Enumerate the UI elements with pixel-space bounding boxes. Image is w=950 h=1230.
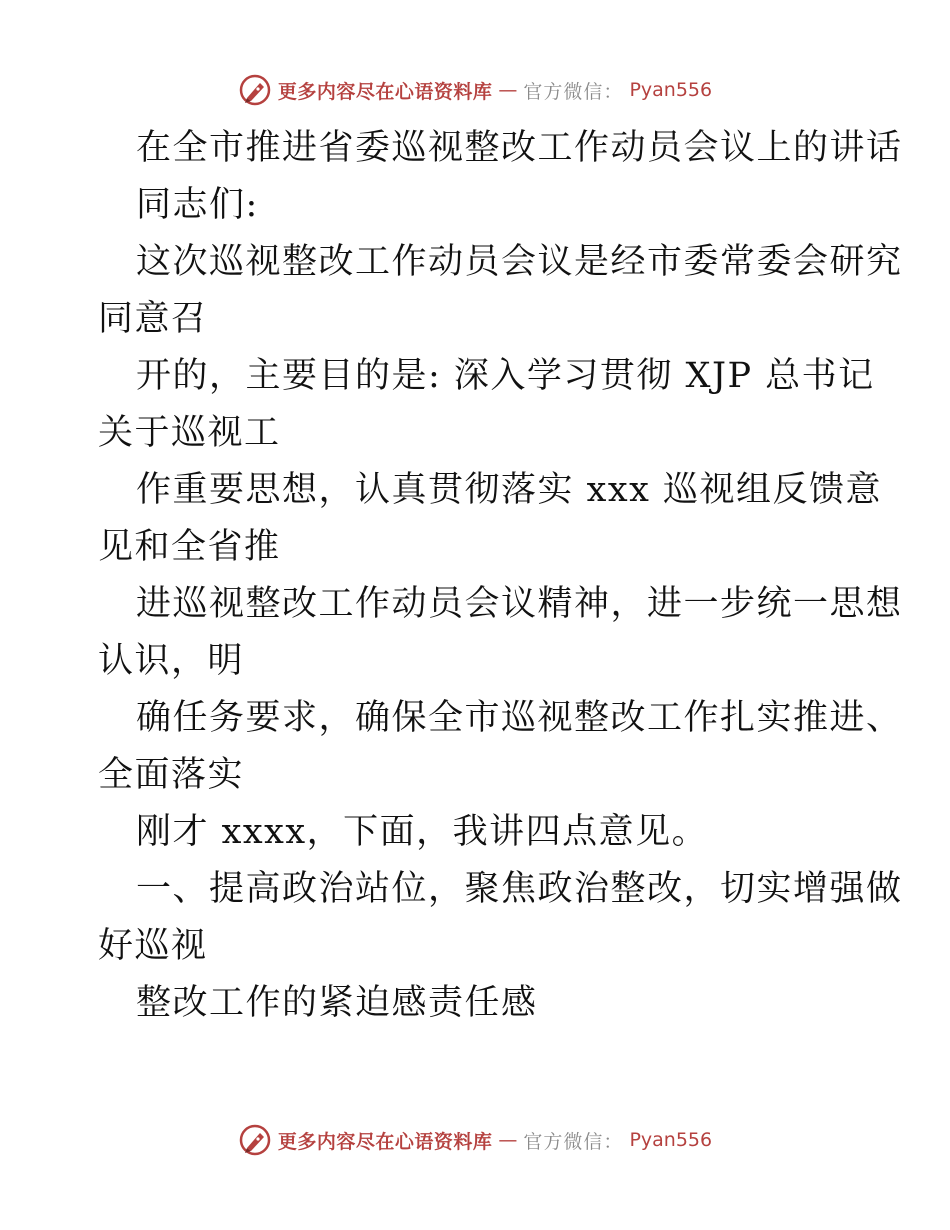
paragraph-line: 认识，明 [98,641,245,681]
watermark-main-text: 更多内容尽在心语资料库 [277,1130,493,1153]
section-heading-line: 一、提高政治站位，聚焦政治整改，切实增强做 [136,869,903,909]
watermark-header [0,70,950,110]
watermark-separator: — [498,79,518,101]
watermark-wechat-id: Pyan556 [629,1129,713,1151]
section-heading-line: 好巡视 [98,926,208,966]
watermark-main-text: 更多内容尽在心语资料库 [277,80,493,103]
paragraph-line: 这次巡视整改工作动员会议是经市委常委会研究 [136,242,903,282]
salutation: 同志们: [136,185,259,225]
watermark-wechat-id: Pyan556 [629,79,713,101]
paragraph-line: 见和全省推 [98,527,281,567]
watermark-official-label: 官方微信： [523,80,624,103]
paragraph-line: 全面落实 [98,755,245,795]
document-body [98,120,903,1032]
watermark-separator: — [498,1129,518,1151]
paragraph-line: 同意召 [98,299,208,339]
watermark-footer [0,1120,950,1160]
paragraph-line: 确任务要求，确保全市巡视整改工作扎实推进、 [136,698,903,738]
document-title: 在全市推进省委巡视整改工作动员会议上的讲话 [136,128,903,168]
paragraph-line: 开的，主要目的是: 深入学习贯彻 XJP 总书记 [136,356,875,396]
pen-nib-logo-icon [238,73,272,107]
section-heading-line: 整改工作的紧迫感责任感 [136,983,538,1023]
paragraph-line: 进巡视整改工作动员会议精神，进一步统一思想 [136,584,903,624]
paragraph-line: 刚才 xxxx，下面，我讲四点意见。 [136,812,709,852]
watermark-official-label: 官方微信： [523,1130,624,1153]
paragraph-line: 关于巡视工 [98,413,281,453]
paragraph-line: 作重要思想，认真贯彻落实 xxx 巡视组反馈意 [136,470,882,510]
pen-nib-logo-icon [238,1123,272,1157]
